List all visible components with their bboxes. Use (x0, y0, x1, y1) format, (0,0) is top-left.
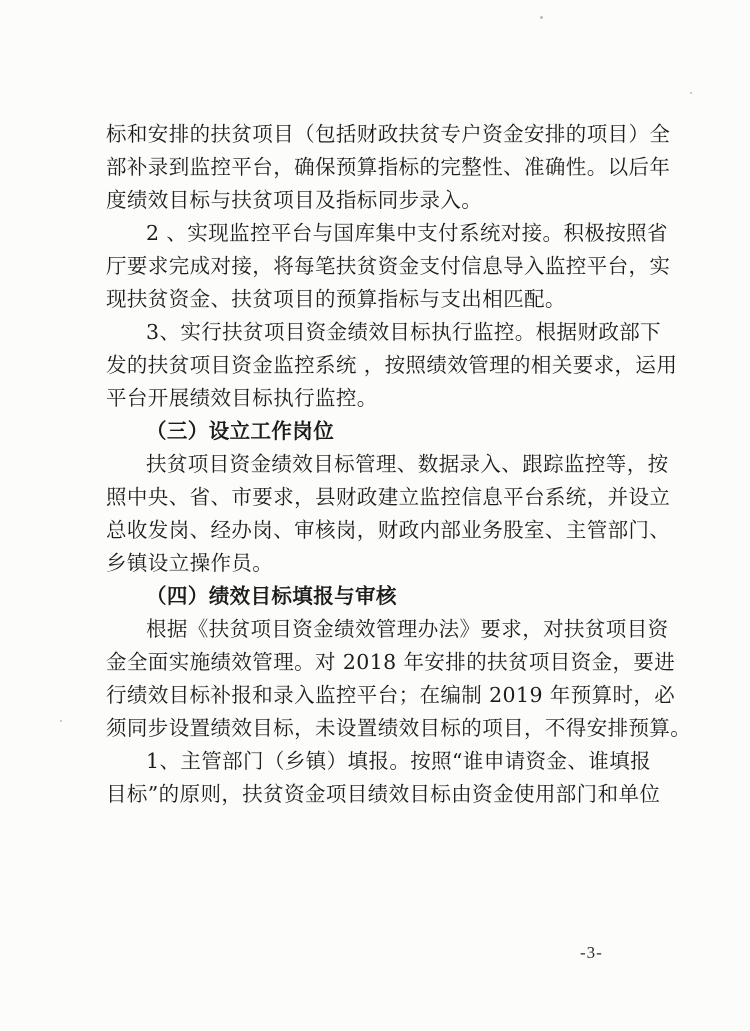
section-heading: （四）绩效目标填报与审核 (146, 584, 397, 608)
paragraph-line: 目标”的原则，扶贫资金项目绩效目标由资金使用部门和单位 (106, 782, 661, 806)
paragraph-line: 扶贫项目资金绩效目标管理、数据录入、跟踪监控等，按 (146, 452, 669, 476)
paragraph-line: 行绩效目标补报和录入监控平台；在编制 2019 年预算时，必 (106, 683, 676, 707)
paragraph-line: 厅要求完成对接，将每笔扶贫资金支付信息导入监控平台，实 (106, 254, 671, 278)
paragraph-line: 乡镇设立操作员。 (106, 551, 274, 575)
paragraph-line: 部补录到监控平台，确保预算指标的完整性、准确性。以后年 (106, 155, 671, 179)
scan-speck (540, 16, 543, 19)
paragraph-line: 现扶贫资金、扶贫项目的预算指标与支出相匹配。 (106, 287, 566, 311)
document-body (106, 118, 692, 811)
paragraph-line: 平台开展绩效目标执行监控。 (106, 386, 378, 410)
paragraph-line: 2 、实现监控平台与国库集中支付系统对接。积极按照省 (146, 221, 668, 245)
scan-speck (690, 92, 692, 94)
paragraph-line: 照中央、省、市要求，县财政建立监控信息平台系统，并设立 (106, 485, 671, 509)
paragraph-line: 标和安排的扶贫项目（包括财政扶贫专户资金安排的项目）全 (106, 122, 671, 146)
paragraph-line: 发的扶贫项目资金监控系统 ，按照绩效管理的相关要求，运用 (106, 353, 678, 377)
scan-speck (60, 720, 62, 722)
paragraph-line: 3、实行扶贫项目资金绩效目标执行监控。根据财政部下 (146, 320, 662, 344)
page-number: -3- (580, 943, 603, 962)
paragraph-line: 根据《扶贫项目资金绩效管理办法》要求，对扶贫项目资 (146, 617, 669, 641)
paragraph-line: 须同步设置绩效目标，未设置绩效目标的项目，不得安排预算。 (106, 716, 692, 740)
paragraph-line: 总收发岗、经办岗、审核岗，财政内部业务股室、主管部门、 (106, 518, 671, 542)
paragraph-line: 金全面实施绩效管理。对 2018 年安排的扶贫项目资金，要进 (106, 650, 676, 674)
paragraph-line: 1、主管部门（乡镇）填报。按照“谁申请资金、谁填报 (146, 749, 652, 773)
paragraph-line: 度绩效目标与扶贫项目及指标同步录入。 (106, 188, 483, 212)
section-heading: （三）设立工作岗位 (146, 419, 335, 443)
